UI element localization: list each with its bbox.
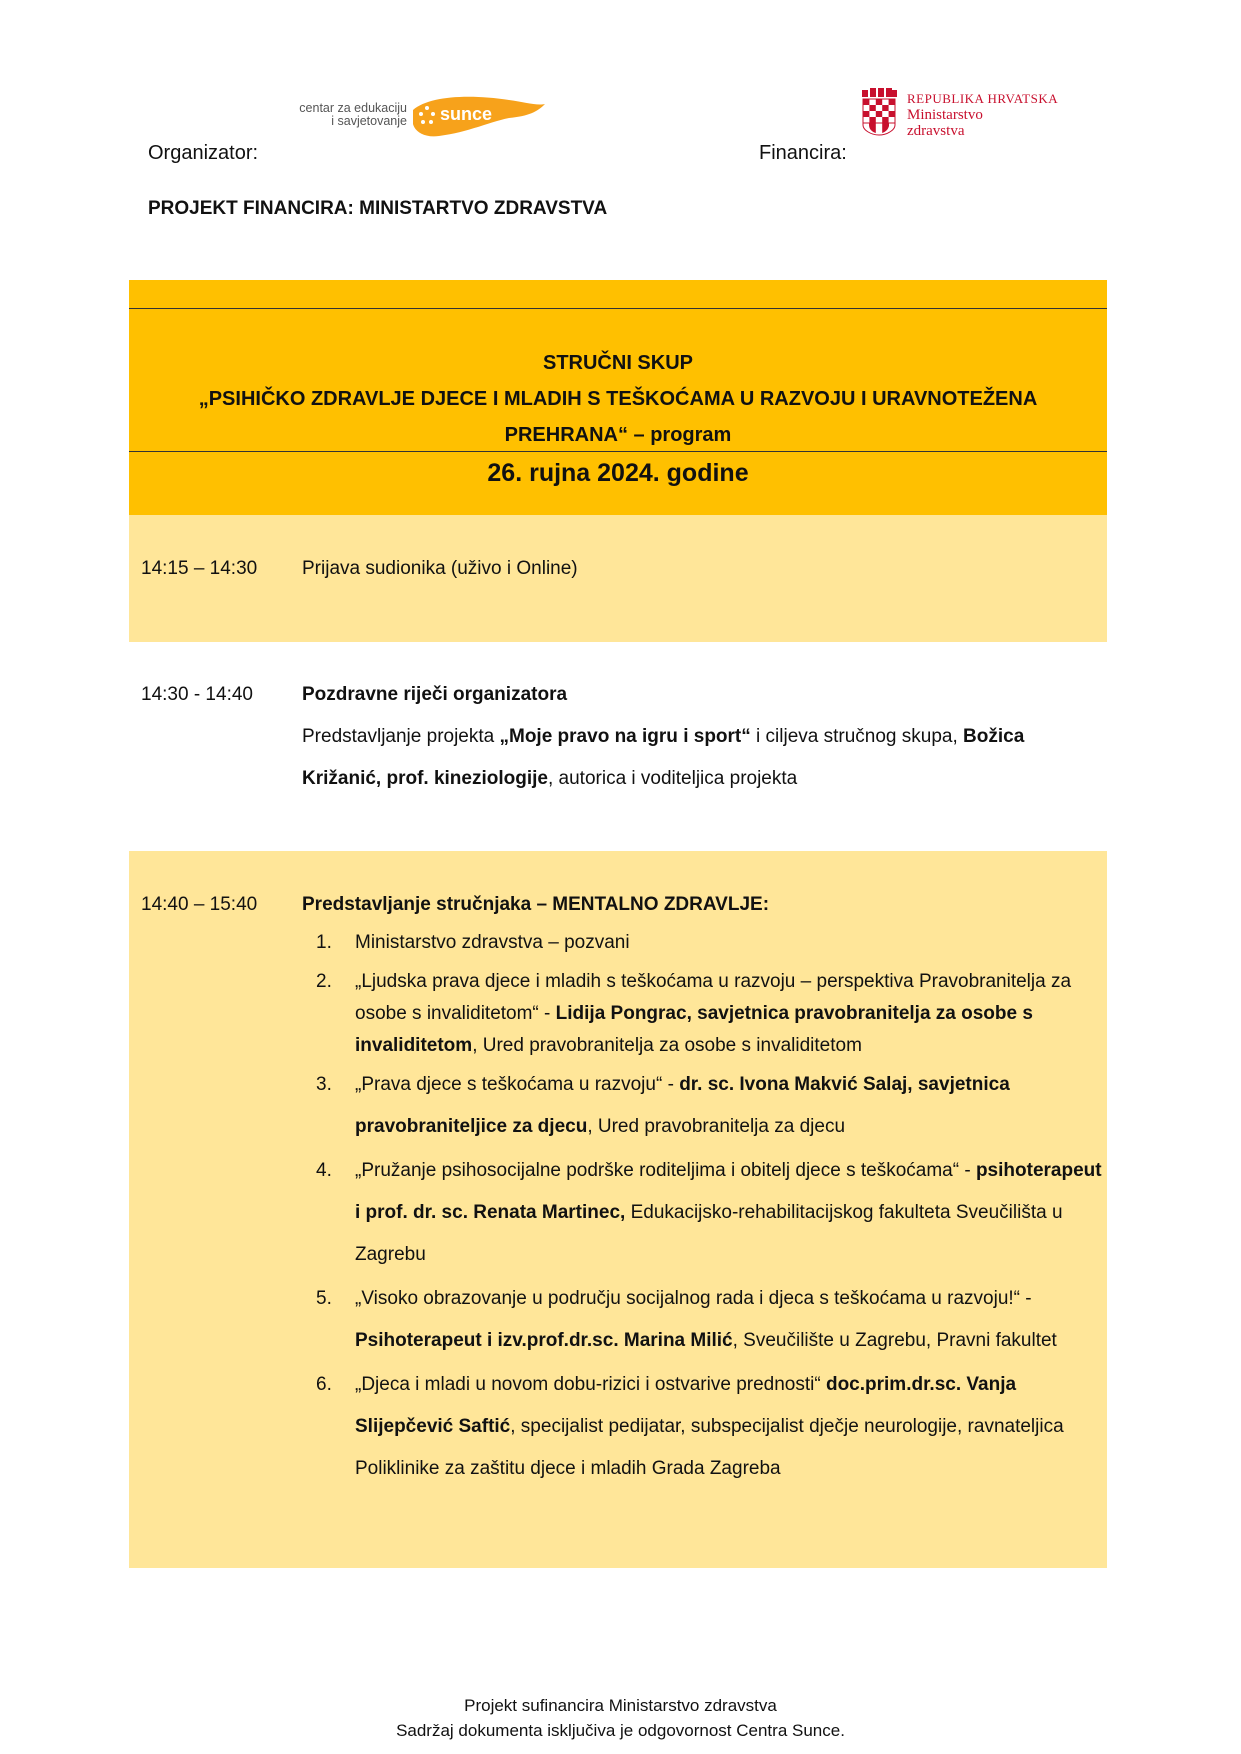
list-item	[302, 1278, 1102, 1362]
talk-title: „Prava djece s teškoćama u razvoju“ -	[355, 1074, 680, 1095]
speaker-name: Psihoterapeut i izv.prof.dr.sc. Marina Milić	[355, 1330, 733, 1351]
session-welcome	[302, 681, 1102, 800]
footer	[0, 1693, 1241, 1743]
speaker-name: Lidija Pongrac, savjetnica pravobranitelja za osobe s invaliditetom	[355, 1003, 1033, 1056]
session-description: Predstavljanje projekta „Moje pravo na igru i sport“ i ciljeva stručnog skupa, Božica Križanić, prof. kineziologije, autorica i voditeljica projekta	[302, 726, 1025, 789]
title-line-3: PREHRANA“ – program	[504, 424, 732, 446]
speaker-affiliation: , Ured pravobranitelja za osobe s invaliditetom	[472, 1035, 862, 1056]
session-time: 14:30 - 14:40	[141, 684, 253, 705]
project-name: „Moje pravo na igru i sport“	[499, 726, 751, 747]
talk-title: „Djeca i mladi u novom dobu-rizici i ostvarive prednosti“	[355, 1374, 826, 1395]
funder-logo-line3: zdravstva	[907, 123, 965, 139]
croatian-coat-of-arms-icon	[860, 88, 898, 136]
organizer-label: Organizator:	[148, 142, 259, 164]
speaker-affiliation: , Ured pravobranitelja za djecu	[587, 1116, 846, 1137]
funder-logo	[860, 88, 1090, 140]
speaker-list	[302, 929, 1102, 1490]
session-time: 14:15 – 14:30	[141, 558, 258, 579]
organizer-logo	[292, 92, 552, 142]
list-item	[302, 966, 1102, 1062]
event-title	[149, 345, 1087, 453]
list-item-number: 2.	[316, 971, 332, 992]
talk-title: „Pružanje psihosocijalne podrške roditeljima i obitelj djece s teškoćama“ -	[355, 1160, 976, 1181]
funder-label: Financira:	[759, 142, 847, 164]
speaker-name: Božica Križanić, prof. kineziologije	[302, 726, 1025, 789]
title-line-2: „PSIHIČKO ZDRAVLJE DJECE I MLADIH S TEŠKOĆAMA U RAZVOJU I URAVNOTEŽENA	[198, 388, 1038, 410]
title-line-1: STRUČNI SKUP	[542, 352, 693, 374]
list-item	[302, 929, 1102, 957]
speaker-affiliation: Edukacijsko-rehabilitacijskog fakulteta Sveučilišta u Zagrebu	[355, 1202, 1063, 1265]
list-item-number: 3.	[316, 1074, 332, 1095]
list-item	[302, 1064, 1102, 1148]
talk-title: „Ljudska prava djece i mladih s teškoćama u razvoju – perspektiva Pravobranitelja za osobe s invaliditetom“ -	[355, 971, 1072, 1024]
funder-logo-line2: Ministarstvo	[907, 107, 983, 123]
session-time: 14:40 – 15:40	[141, 894, 258, 915]
event-date: 26. rujna 2024. godine	[487, 459, 749, 487]
title-band	[129, 280, 1107, 515]
session-text: Prijava sudionika (uživo i Online)	[302, 558, 578, 579]
organizer-logo-line2: i savjetovanje	[331, 114, 407, 128]
speaker-name: psihoterapeut i prof. dr. sc. Renata Martinec,	[355, 1160, 1102, 1223]
divider	[129, 451, 1107, 452]
session-heading: Predstavljanje stručnjaka – MENTALNO ZDRAVLJE:	[302, 894, 770, 915]
list-item	[302, 1364, 1102, 1490]
footer-line-1: Projekt sufinancira Ministarstvo zdravstva	[464, 1696, 777, 1715]
financing-statement: PROJEKT FINANCIRA: MINISTARTVO ZDRAVSTVA	[148, 198, 608, 219]
list-item-number: 4.	[316, 1160, 332, 1181]
divider	[129, 308, 1107, 309]
organizer-logo-brand: sunce	[440, 104, 493, 124]
speaker-name: doc.prim.dr.sc. Vanja Slijepčević Saftić	[355, 1374, 1017, 1437]
footer-line-2: Sadržaj dokumenta isključiva je odgovornost Centra Sunce.	[396, 1721, 845, 1740]
list-item	[302, 1150, 1102, 1276]
speaker-name: dr. sc. Ivona Makvić Salaj, savjetnica pravobraniteljice za djecu	[355, 1074, 1010, 1137]
session-heading: Pozdravne riječi organizatora	[302, 684, 568, 705]
speaker-affiliation: , Sveučilište u Zagrebu, Pravni fakultet	[732, 1330, 1057, 1351]
speaker-affiliation: , specijalist pedijatar, subspecijalist dječje neurologije, ravnateljica Poliklinike za zaštitu djece i mladih Grada Zagreba	[355, 1416, 1064, 1479]
organizer-logo-line1: centar za edukaciju	[299, 101, 407, 115]
talk-title: Ministarstvo zdravstva – pozvani	[355, 932, 630, 953]
list-item-number: 6.	[316, 1374, 332, 1395]
list-item-number: 5.	[316, 1288, 332, 1309]
talk-title: „Visoko obrazovanje u području socijalnog rada i djeca s teškoćama u razvoju!“ -	[355, 1288, 1032, 1309]
funder-logo-line1: REPUBLIKA HRVATSKA	[907, 91, 1059, 106]
session-experts	[302, 891, 1102, 1490]
list-item-number: 1.	[316, 932, 332, 953]
